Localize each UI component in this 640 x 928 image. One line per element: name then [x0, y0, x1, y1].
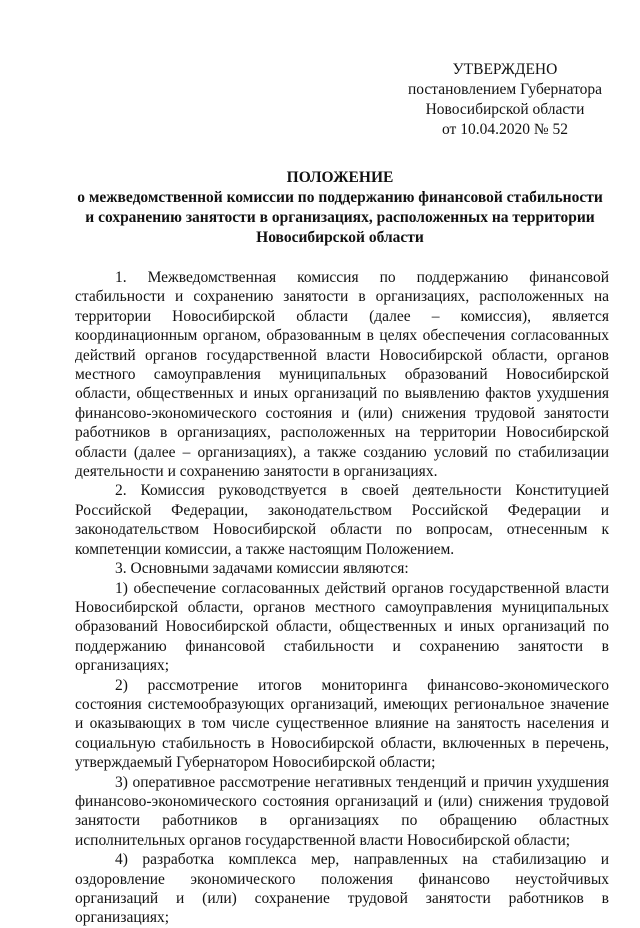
title-line-2: и сохранению занятости в организациях, расположенных на территории	[85, 209, 595, 226]
paragraph-1: 1. Межведомственная комиссия по поддержанию финансовой стабильности и сохранению занятости в организациях, расположенных на территории Новосибирской области (далее – комиссия), является координационным органом, образованным в целях обеспечения согласованных действий органов государственной власти Новосибирской области, органов местного самоуправления муниципальных образований Новосибирской области, общественных и иных организаций по выявлению фактов ухудшения финансово-экономического состояния и (или) снижения трудовой занятости работников в организациях, расположенных на территории Новосибирской области (далее – организациях), а также созданию условий по стабилизации деятельности и сохранению занятости в организациях.	[75, 269, 609, 481]
title-heading: ПОЛОЖЕНИЕ	[286, 169, 394, 186]
approval-region: Новосибирской области	[425, 101, 585, 118]
paragraph-3: 3. Основными задачами комиссии являются:	[115, 560, 409, 578]
document-title	[60, 168, 620, 248]
task-item-2: 2) рассмотрение итогов мониторинга финансово-экономического состояния системообразующих организаций, имеющих региональное значение и оказывающих в том числе существенное влияние на занятость населения и социальную стабильность в Новосибирской области, включенных в перечень, утверждаемый Губернатором Новосибирской области;	[75, 676, 609, 772]
document-body	[75, 268, 609, 928]
task-item-3: 3) оперативное рассмотрение негативных тенденций и причин ухудшения финансово-экономического состояния организаций и (или) снижения трудовой занятости работников в организациях по обращению областных исполнительных органов государственной власти Новосибирской области;	[75, 773, 609, 849]
approval-decree: постановлением Губернатора	[407, 81, 603, 98]
approval-heading: УТВЕРЖДЕНО	[452, 61, 558, 78]
task-item-1: 1) обеспечение согласованных действий органов государственной власти Новосибирской области, органов местного самоуправления муниципальных образований Новосибирской области, общественных и иных организаций по поддержанию финансовой стабильности и сохранению занятости в организациях;	[75, 579, 609, 675]
approval-stamp	[400, 60, 610, 140]
approval-date: от 10.04.2020 № 52	[442, 121, 568, 138]
title-line-3: Новосибирской области	[256, 229, 424, 246]
paragraph-2: 2. Комиссия руководствуется в своей деятельности Конституцией Российской Федерации, законодательством Российской Федерации и законодательством Новосибирской области по вопросам, отнесенным к компетенции комиссии, а также настоящим Положением.	[75, 482, 609, 558]
task-item-4: 4) разработка комплекса мер, направленных на стабилизацию и оздоровление экономического положения финансово неустойчивых организаций и (или) сохранение трудовой занятости работников в организациях;	[75, 851, 609, 927]
title-line-1: о межведомственной комиссии по поддержанию финансовой стабильности	[77, 189, 603, 206]
